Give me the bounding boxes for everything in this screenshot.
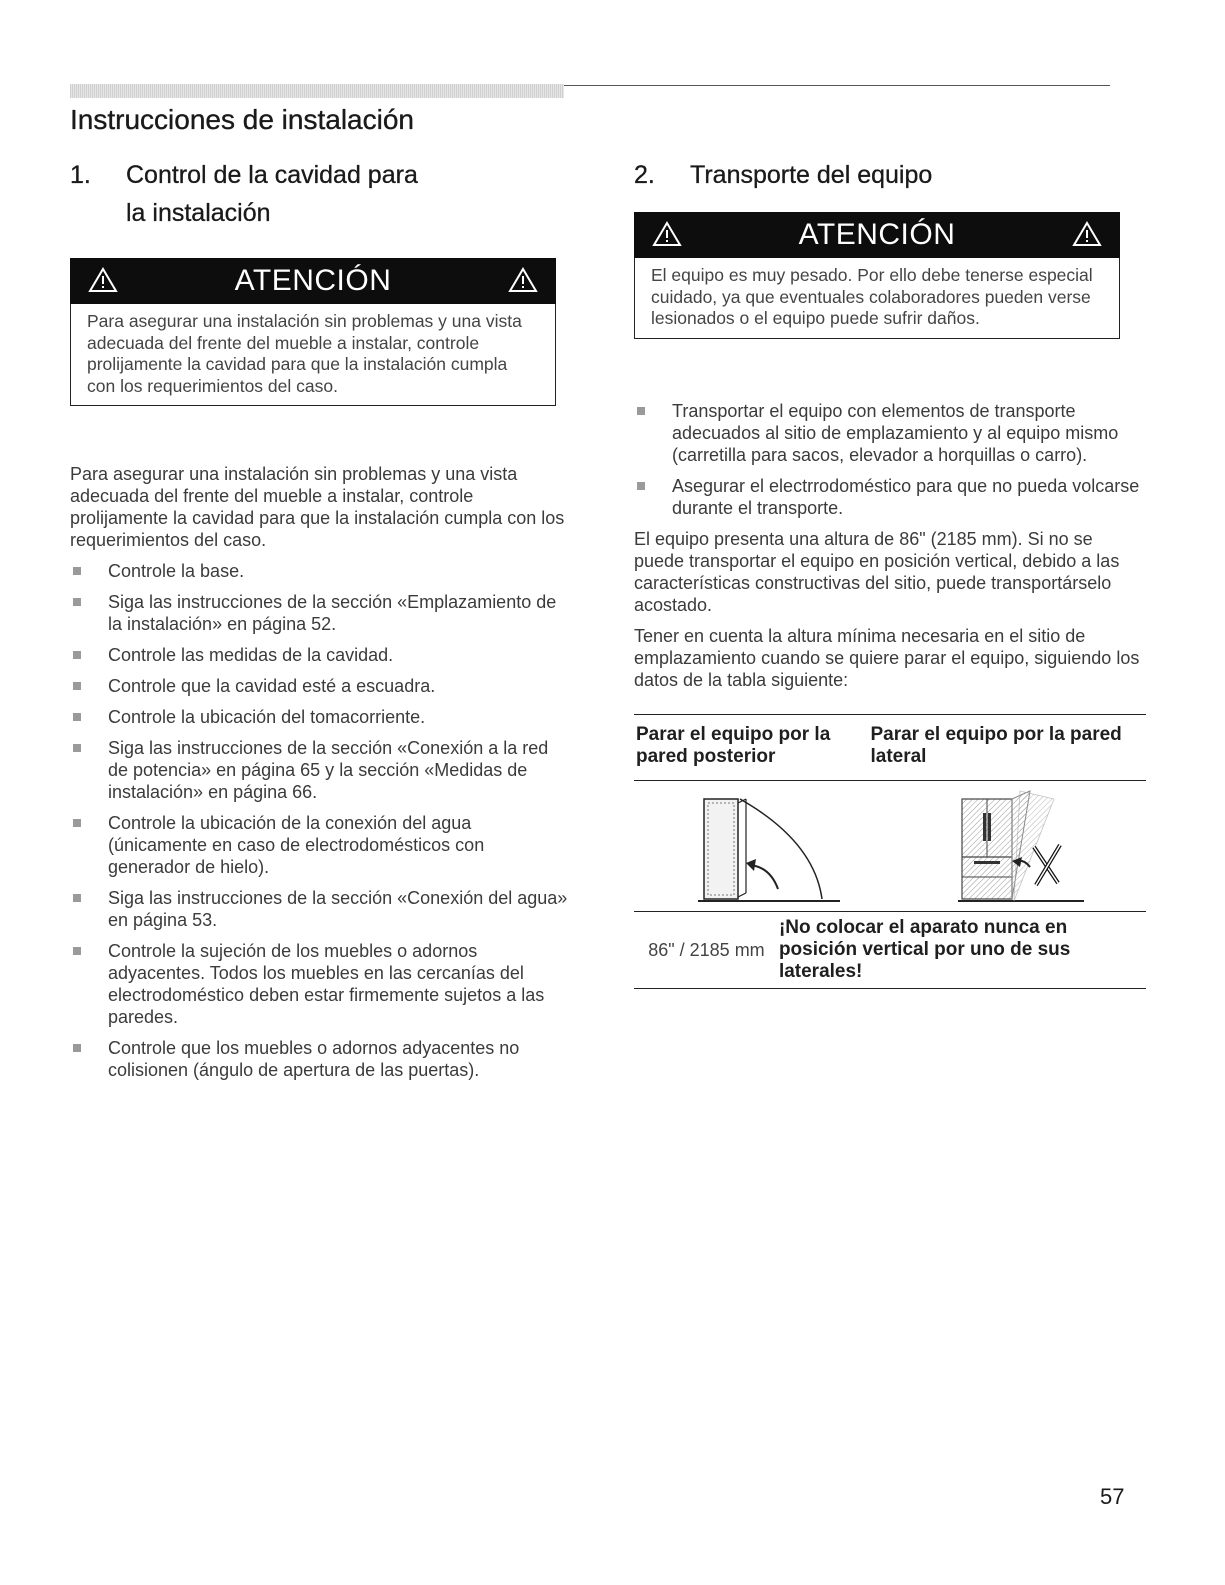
note-text: Siga las instrucciones de la sección «Emplazamiento de la instalación» en página 52. (108, 592, 557, 634)
table-header-side-wall: Parar el equipo por la pared lateral (870, 724, 1122, 767)
list-item: Controle que la cavidad esté a escuadra. (70, 675, 570, 697)
list-item: Controle la sujeción de los muebles o adornos adyacentes. Todos los muebles en las cercanías del electrodoméstico deben estar firmemente sujetos a las paredes. (70, 940, 570, 1028)
section-1-checklist (70, 560, 570, 1081)
upright-side-wall-illustration (954, 789, 1084, 905)
header-rule (564, 85, 1110, 86)
list-item: Controle la ubicación del tomacorriente. (70, 706, 570, 728)
section-2-body (634, 400, 1144, 691)
section-2-heading (634, 156, 932, 194)
table-header-back-wall: Parar el equipo por la pared posterior (636, 724, 831, 767)
warning-text-2: El equipo es muy pesado. Por ello debe tenerse especial cuidado, ya que eventuales colaboradores pueden verse lesionados o el equipo puede sufrir daños. (634, 258, 1120, 339)
warning-box-2 (634, 212, 1120, 339)
warning-header-1 (70, 258, 556, 304)
list-item: Controle que los muebles o adornos adyacentes no colisionen (ángulo de apertura de las puertas). (70, 1037, 570, 1081)
page-title: Instrucciones de instalación (70, 104, 414, 135)
list-item: Controle la base. (70, 560, 570, 582)
section-1-body (70, 463, 570, 1081)
note-text: Siga las instrucciones de la sección «Conexión del agua» en página 53. (108, 888, 568, 930)
section-2-paragraph-2: Tener en cuenta la altura mínima necesaria en el sitio de emplazamiento cuando se quiere parar el equipo, siguiendo los datos de la tabla siguiente: (634, 626, 1140, 690)
upright-back-wall-illustration (690, 793, 840, 905)
section-1-heading (70, 156, 418, 232)
warning-title-2: ATENCIÓN (798, 218, 956, 251)
list-item: Asegurar el electrrodoméstico para que no pueda volcarse durante el transporte. (634, 475, 1144, 519)
table-value-row (634, 912, 1146, 988)
section-1-title-line1: Control de la cavidad para (126, 161, 418, 189)
section-1-number: 1. (70, 161, 91, 189)
table-figure-row (634, 781, 1146, 911)
list-item-note (70, 737, 570, 803)
section-1-title-line2: la instalación (126, 199, 271, 227)
warning-triangle-icon (88, 267, 118, 293)
warning-text-1: Para asegurar una instalación sin problemas y una vista adecuada del frente del mueble a instalar, controle prolijamente la cavidad para que la instalación cumpla con los requerimientos del caso. (70, 304, 556, 406)
warning-triangle-icon (508, 267, 538, 293)
table-value-side-wall: ¡No colocar el aparato nunca en posición vertical por uno de sus laterales! (778, 917, 1071, 982)
section-2-paragraph-1: El equipo presenta una altura de 86" (2185 mm). Si no se puede transportar el equipo en posición vertical, debido a las características constructivas del sitio, puede transportárselo acostado. (634, 529, 1120, 615)
warning-triangle-icon (652, 221, 682, 247)
list-item: Controle la ubicación de la conexión del agua (únicamente en caso de electrodomésticos con generador de hielo). (70, 812, 570, 878)
section-2-number: 2. (634, 161, 655, 189)
warning-header-2 (634, 212, 1120, 258)
page-number: 57 (1100, 1484, 1125, 1509)
section-2-title: Transporte del equipo (690, 161, 933, 189)
note-text: Siga las instrucciones de la sección «Conexión a la red de potencia» en página 65 y la sección «Medidas de instalación» en página 66. (108, 738, 549, 802)
section-2-list (634, 400, 1144, 519)
upright-table (634, 714, 1146, 989)
warning-triangle-icon (1072, 221, 1102, 247)
table-value-back-wall: 86" / 2185 mm (648, 939, 765, 960)
list-item-note (70, 591, 570, 635)
list-item: Controle las medidas de la cavidad. (70, 644, 570, 666)
warning-box-1 (70, 258, 556, 406)
table-rule-bottom (634, 988, 1146, 989)
list-item: Transportar el equipo con elementos de transporte adecuados al sitio de emplazamiento y al equipo mismo (carretilla para sacos, elevador a horquillas o carro). (634, 400, 1144, 466)
header-shaded-bar (70, 84, 564, 98)
table-header-row (634, 715, 1146, 780)
warning-title-1: ATENCIÓN (234, 264, 392, 297)
section-1-intro: Para asegurar una instalación sin problemas y una vista adecuada del frente del mueble a instalar, controle prolijamente la cavidad para que la instalación cumpla con los requerimientos del caso. (70, 464, 565, 550)
list-item-note (70, 887, 570, 931)
